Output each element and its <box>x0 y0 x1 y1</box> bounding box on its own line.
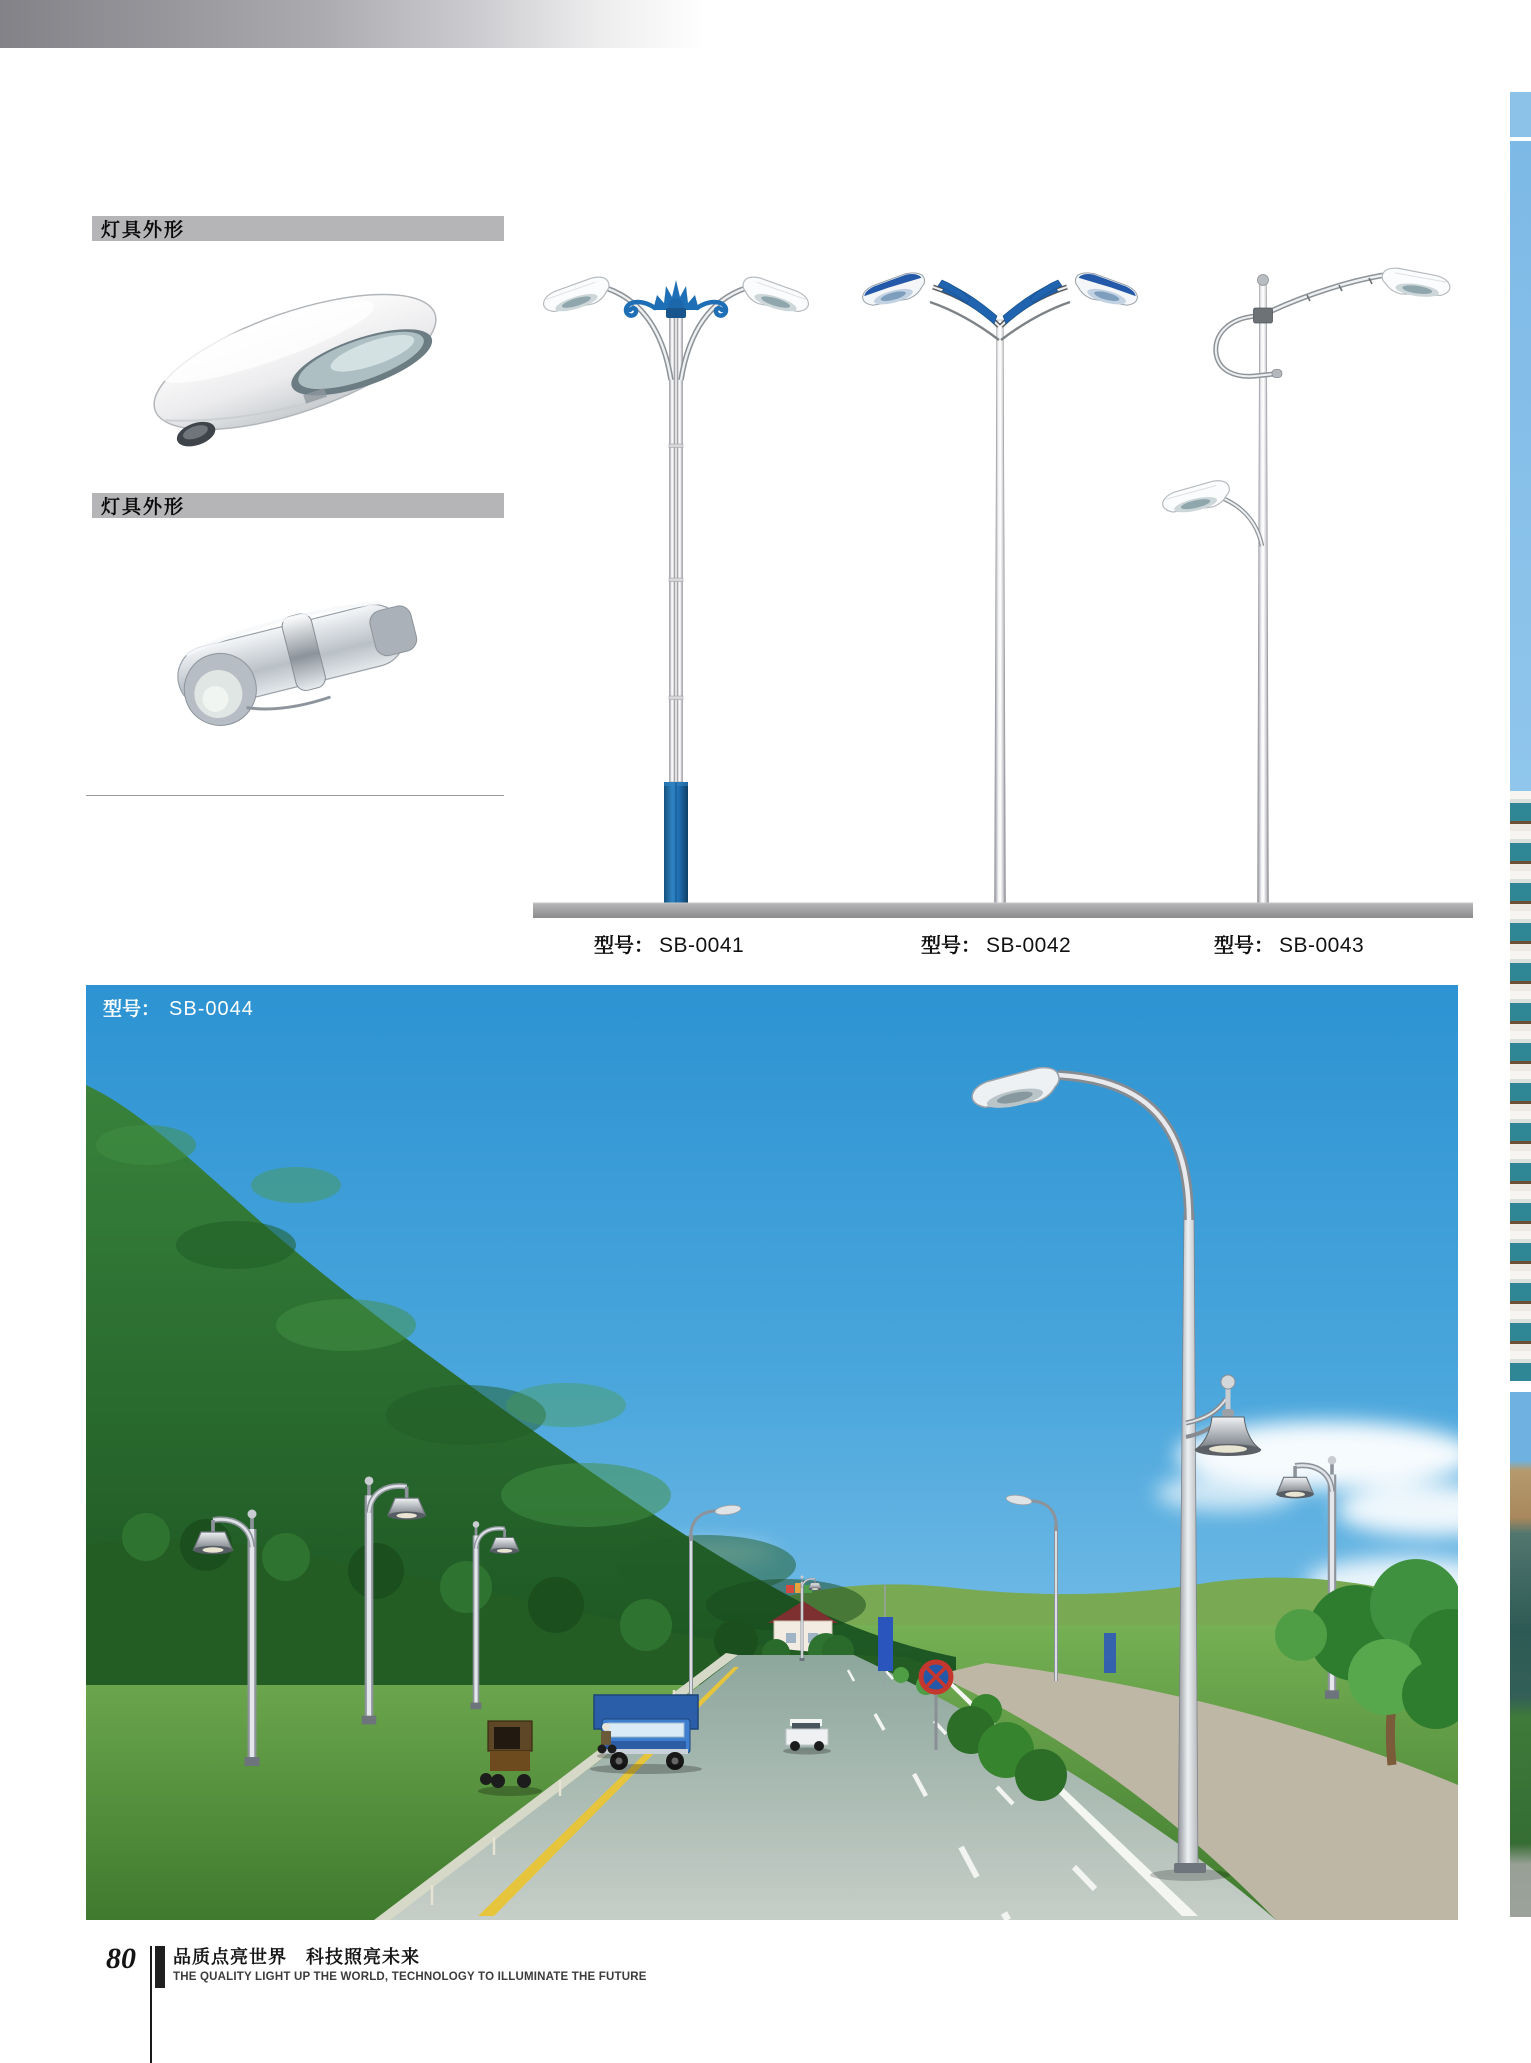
page-number: 80 <box>106 1942 136 1975</box>
ground-bar <box>533 903 1473 918</box>
section-header-label: 灯具外形 <box>101 220 186 241</box>
silver-lamp-drawing <box>139 560 437 742</box>
right-photo-strip <box>1510 92 1531 1917</box>
model-code: SB-0042 <box>986 934 1072 957</box>
model-prefix: 型号： <box>921 935 981 957</box>
fixture-photo-silver-lamp <box>139 560 437 742</box>
pole-drawings <box>520 248 1480 918</box>
model-prefix: 型号： <box>1214 935 1274 957</box>
pole-illustrations <box>520 248 1480 918</box>
model-label-sb-0042 <box>921 929 1071 958</box>
model-prefix: 型号： <box>594 935 654 957</box>
fixture-photo-cobra-lamp <box>126 256 464 471</box>
strip-building <box>1510 791 1531 1381</box>
slogan-chinese: 品质点亮世界 科技照亮未来 <box>173 1947 420 1967</box>
pole-illustration-sb-0042 <box>859 269 1140 903</box>
pole-illustration-sb-0041 <box>540 274 812 903</box>
model-code: SB-0043 <box>1279 934 1365 957</box>
model-code: SB-0041 <box>659 934 745 957</box>
pole-illustration-sb-0043 <box>1160 266 1451 903</box>
footer-thin-rule <box>150 1946 152 2063</box>
divider-line <box>86 795 504 796</box>
strip-sky-block <box>1510 92 1531 137</box>
strip-sky <box>1510 141 1531 791</box>
model-code: SB-0044 <box>169 998 254 1020</box>
footer-slogans <box>173 1943 647 1983</box>
road-photo <box>86 985 1458 1920</box>
model-prefix: 型号： <box>103 999 161 1020</box>
slogan-english: THE QUALITY LIGHT UP THE WORLD, TECHNOLOGY TO ILLUMINATE THE FUTURE <box>173 1971 647 1983</box>
section-header-label: 灯具外形 <box>101 497 186 518</box>
model-label-sb-0043 <box>1214 929 1364 958</box>
cobra-lamp-drawing <box>126 256 464 471</box>
strip-scene <box>1510 1392 1531 1917</box>
photo-model-label <box>103 994 254 1021</box>
section-header-fixture-2 <box>92 493 504 518</box>
model-label-sb-0041 <box>594 929 744 958</box>
section-header-fixture-1 <box>92 216 504 241</box>
road-scene <box>86 985 1458 1920</box>
footer-thick-rule <box>155 1946 165 1988</box>
top-gradient-bar <box>0 0 705 48</box>
